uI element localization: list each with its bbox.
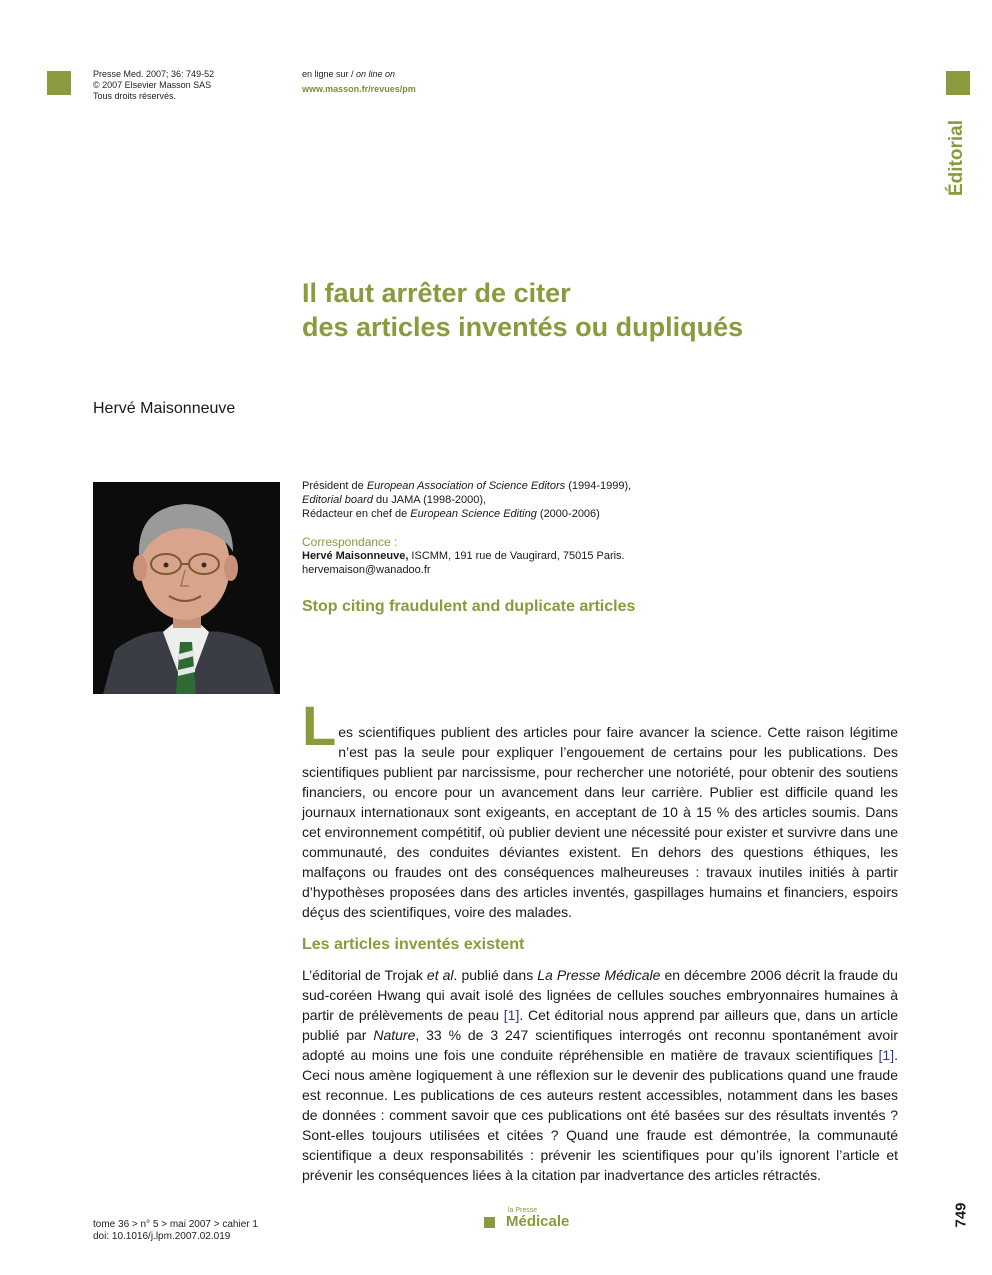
header-copyright: © 2007 Elsevier Masson SAS <box>93 80 212 90</box>
logo-square-icon <box>484 1217 495 1228</box>
header-online-label: en ligne sur / on line on <box>302 69 396 79</box>
author-affiliation <box>302 479 902 577</box>
section-heading: Les articles inventés existent <box>302 936 525 953</box>
header-rights: Tous droits réservés. <box>93 91 177 101</box>
correspondence-email[interactable]: hervemaison@wanadoo.fr <box>302 564 431 576</box>
section-tab: Éditorial <box>946 119 967 197</box>
reference-link-2[interactable]: [1] <box>878 1047 895 1063</box>
logo-small-text: la Presse <box>508 1207 538 1214</box>
corner-square-left <box>47 71 71 95</box>
reference-link-1[interactable]: [1] <box>503 1007 520 1023</box>
corner-square-right <box>946 71 970 95</box>
correspondence-address: Hervé Maisonneuve, ISCMM, 191 rue de Vaugirard, 75015 Paris. <box>302 550 625 562</box>
portrait-image <box>93 482 280 694</box>
footer-issue: tome 36 > n° 5 > mai 2007 > cahier 1 <box>93 1219 258 1230</box>
author-photo <box>93 482 280 694</box>
affiliation-line-2: Editorial board du JAMA (1998-2000), <box>302 494 487 506</box>
header-citation: Presse Med. 2007; 36: 749-52 <box>93 69 215 79</box>
affiliation-line-3: Rédacteur en chef de European Science Editing (2000-2006) <box>302 508 600 520</box>
title-line-2: des articles inventés ou dupliqués <box>302 312 744 342</box>
intro-paragraph <box>302 694 898 922</box>
english-title: Stop citing fraudulent and duplicate articles <box>302 598 636 615</box>
drop-cap: L <box>302 694 337 757</box>
header-citation-block <box>93 69 214 102</box>
affiliation-line-1: Président de European Association of Science Editors (1994-1999), <box>302 480 632 492</box>
page-number: 749 <box>952 1202 970 1228</box>
logo-big-text: Médicale <box>506 1213 570 1230</box>
article-title <box>302 276 862 344</box>
header-online-block <box>302 69 416 95</box>
header-url-link[interactable]: www.masson.fr/revues/pm <box>302 84 416 94</box>
footer-issue-block <box>93 1219 258 1243</box>
footer-doi: doi: 10.1016/j.lpm.2007.02.019 <box>93 1231 231 1242</box>
correspondence-label: Correspondance : <box>302 535 398 549</box>
author-name: Hervé Maisonneuve <box>93 400 236 417</box>
body-paragraph: L’éditorial de Trojak et al. publié dans La Presse Médicale en décembre 2006 décrit la fraude du sud-coréen Hwang qui avait isolé des lignées de cellules souches embryonnaires humaines à partir de prélèvements de peau [1]. Cet éditorial nous apprend par ailleurs que, dans un article publié par Nature, 33 % de 3 247 scientifiques interrogés ont reconnu spontanément avoir adopté au moins une fois une conduite répréhensible en matière de travaux scientifiques [1]. Ceci nous amène logiquement à une réflexion sur le devenir des publications quand une fraude est reconnue. Les publications de ces auteurs restent accessibles, notamment dans les bases de données : comment savoir que ces publications ont été basées sur des résultats inventés ? Sont-elles toujours utilisées et citées ? Quand une fraude est démontrée, la communauté scientifique a deux responsabilités : prévenir les scientifiques pour qu’ils ignorent l’article et prévenir les conséquences liées à la citation par inadvertance des articles rétractés. <box>302 967 898 1183</box>
intro-text: es scientifiques publient des articles pour faire avancer la science. Cette raison légitime n’est pas la seule pour expliquer l’engouement de certains pour les publications. Des scientifiques publient par narcissisme, pour rechercher une notoriété, pour obtenir des soutiens financiers, ou encore pour un avancement dans leur carrière. Publier est difficile quand les journaux internationaux sont exigeants, en acceptant de 10 à 15 % des articles soumis. Dans cet environnement compétitif, où publier devient une nécessité pour exister et survivre dans une communauté, des conduites déviantes existent. En dehors des questions éthiques, les malfaçons ou fraudes ont des conséquences malheureuses : travaux inutiles initiés à partir d’hypothèses proposées dans des articles inventés, gaspillages humains et financiers, espoirs déçus des scientifiques, voire des malades. <box>302 724 898 920</box>
title-line-1: Il faut arrêter de citer <box>302 278 571 308</box>
